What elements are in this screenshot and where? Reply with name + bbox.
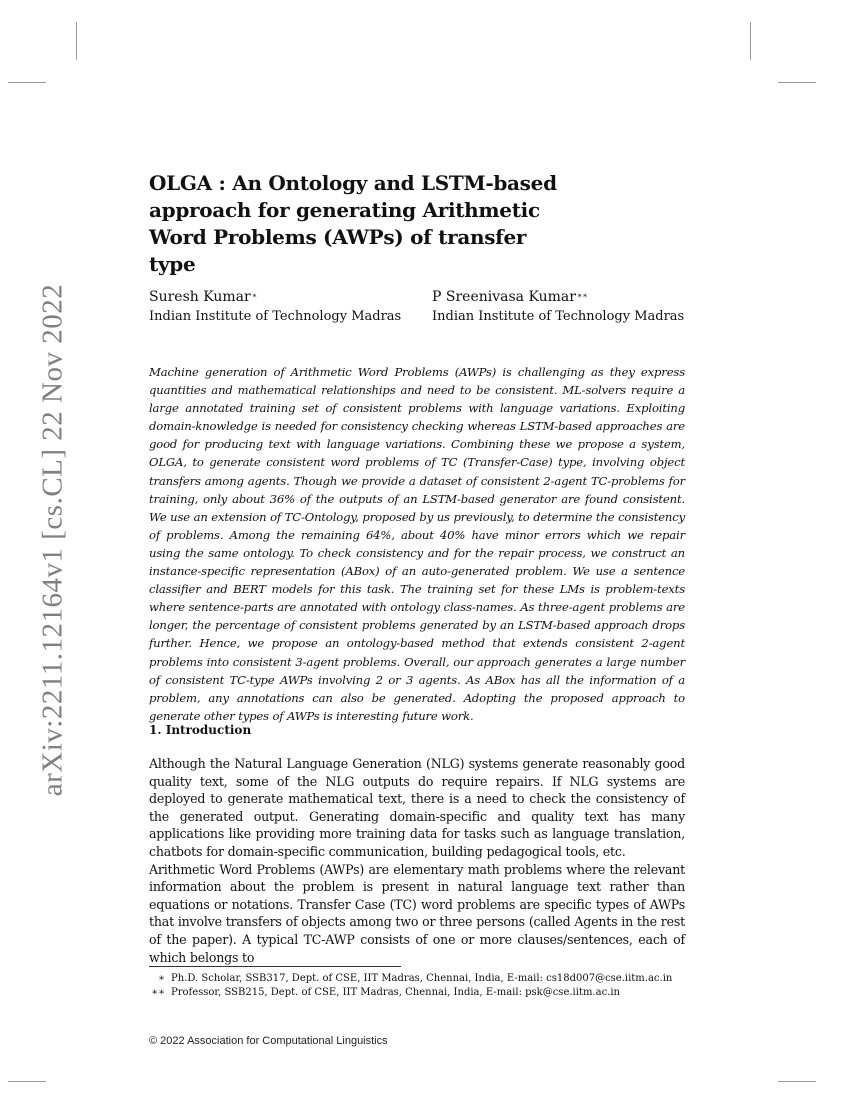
crop-mark-right-upper — [778, 82, 816, 83]
footnote-rule — [149, 966, 401, 967]
author-affiliation: Indian Institute of Technology Madras — [432, 309, 685, 324]
copyright-notice: © 2022 Association for Computational Linguistics — [149, 1035, 388, 1047]
paragraph: Although the Natural Language Generation (NLG) systems generate reasonably good quality text, some of the NLG outputs do require repairs. If NLG systems are deployed to generate mathematical text, there is a need to check the consistency of the generated output. Generating domain-specific and quality text has many applications like providing more training data for tasks such as language translation, chatbots for domain-specific communication, building pedagogical tools, etc. — [149, 756, 685, 859]
crop-mark-left-upper — [8, 82, 46, 83]
author-affiliation: Indian Institute of Technology Madras — [149, 309, 402, 324]
crop-mark-top-right — [750, 22, 751, 60]
paragraph: Arithmetic Word Problems (AWPs) are elementary math problems where the relevant information about the problem is present in natural language text rather than equations or notations. Transfer Case (TC) word problems are specific types of AWPs that involve transfers of objects among two or three persons (called Agents in the rest of the paper). A typical TC-AWP consists of one or more clauses/sentences, each of which belongs to — [149, 861, 685, 965]
paper-title: OLGA : An Ontology and LSTM-based approach for generating Arithmetic Word Problems (AWPs) of transfer type — [149, 171, 557, 276]
arxiv-identifier: arXiv:2211.12164v1 [cs.CL] 22 Nov 2022 — [36, 283, 69, 797]
introduction-body — [149, 755, 685, 966]
author-block — [149, 288, 401, 326]
author-block — [432, 288, 684, 326]
section-heading: 1. Introduction — [149, 723, 252, 737]
footnote: ∗∗ Professor, SSB215, Dept. of CSE, IIT Madras, Chennai, India, E-mail: psk@cse.iitm.ac.in — [151, 987, 620, 998]
abstract: Machine generation of Arithmetic Word Problems (AWPs) is challenging as they express quantities and mathematical relationships and need to be consistent. ML-solvers require a large annotated training set of consistent problems with language variations. Exploiting domain-knowledge is needed for consistency checking whereas LSTM-based approaches are good for producing text with language variations. Combining these we propose a system, OLGA, to generate consistent word problems of TC (Transfer-Case) type, involving object transfers among agents. Though we provide a dataset of consistent 2-agent TC-problems for training, only about 36% of the outputs of an LSTM-based generator are found consistent. We use an extension of TC-Ontology, proposed by us previously, to determine the consistency of problems. Among the remaining 64%, about 40% have minor errors which we repair using the same ontology. To check consistency and for the repair process, we construct an instance-specific representation (ABox) of an auto-generated problem. We use a sentence classifier and BERT models for this task. The training set for these LMs is problem-texts where sentence-parts are annotated with ontology class-names. As three-agent problems are longer, the percentage of consistent problems generated by an LSTM-based approach drops further. Hence, we propose an ontology-based method that extends consistent 2-agent problems into consistent 3-agent problems. Overall, our approach generates a large number of consistent TC-type AWPs involving 2 or 3 agents. As ABox has all the information of a problem, any annotations can also be generated. Adopting the proposed approach to generate other types of AWPs is interesting future work. — [149, 365, 685, 723]
crop-mark-right-lower — [778, 1081, 816, 1082]
crop-mark-left-lower — [8, 1081, 46, 1082]
author-name: Suresh Kumar∗ — [149, 289, 258, 305]
crop-mark-top-left — [76, 22, 77, 60]
author-name: P Sreenivasa Kumar∗∗ — [432, 289, 588, 305]
footnote: ∗ Ph.D. Scholar, SSB317, Dept. of CSE, IIT Madras, Chennai, India, E-mail: cs18d007@cse.iitm.ac.in — [158, 973, 673, 984]
